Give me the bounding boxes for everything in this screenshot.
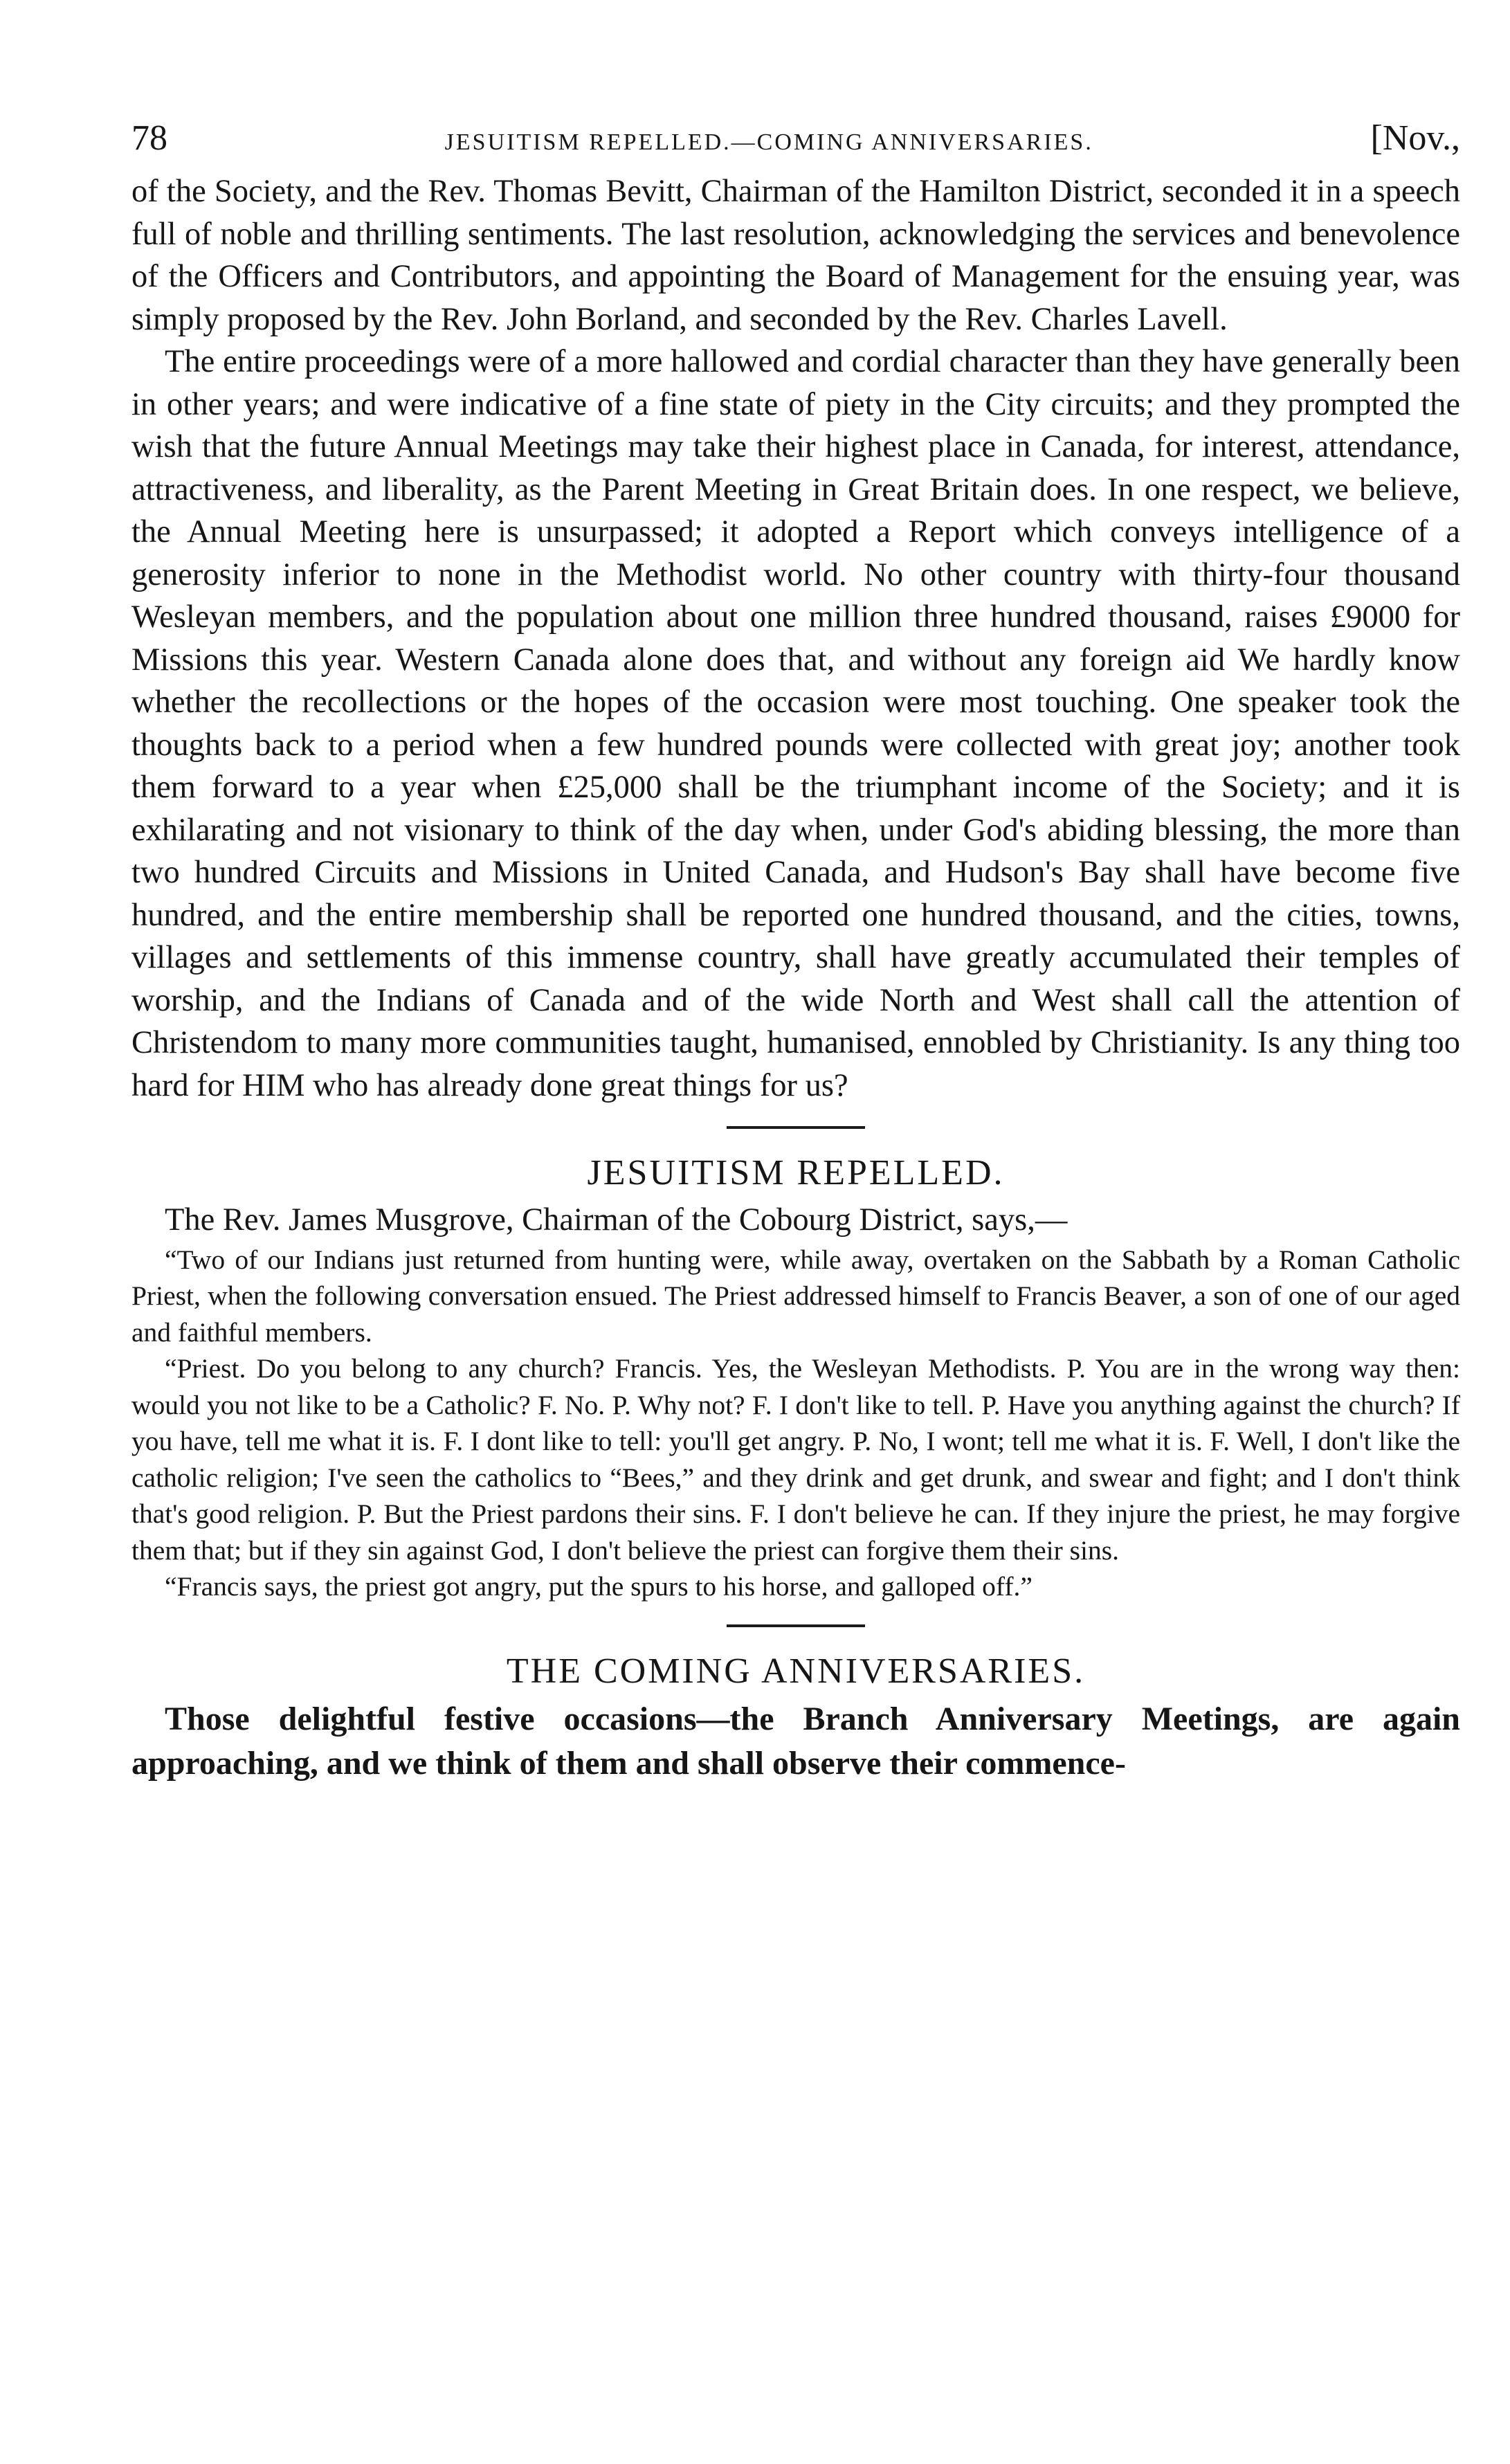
quoted-letter — [131, 1242, 1460, 1605]
section-divider — [727, 1126, 865, 1129]
page — [131, 118, 1460, 1786]
section-intro-block — [131, 1199, 1460, 1242]
paragraph-proceedings: The entire proceedings were of a more hallowed and cordial character than they have generally been in other years; and were indicative of a fine state of piety in the City circuits; and they prompted the wish that the future Annual Meetings may take their highest place in Canada, for interest, attendance, attractiveness, and liberality, as the Parent Meeting in Great Britain does. In one respect, we believe, the Annual Meeting here is unsurpassed; it adopted a Report which conveys intelligence of a generosity inferior to none in the Methodist world. No other country with thirty-four thousand Wesleyan members, and the population about one million three hundred thousand, raises £9000 for Missions this year. Western Canada alone does that, and without any foreign aid We hardly know whether the recollections or the hopes of the occasion were most touching. One speaker took the thoughts back to a period when a few hundred pounds were collected with great joy; another took them forward to a year when £25,000 shall be the triumphant income of the Society; and it is exhilarating and not visionary to think of the day when, under God's abiding blessing, the more than two hundred Circuits and Missions in United Canada, and Hudson's Bay shall have become five hundred, and the entire membership shall be reported one hundred thousand, and the cities, towns, villages and settlements of this immense country, shall have greatly accumulated their temples of worship, and the Indians of Canada and of the wide North and West shall call the attention of Christendom to many more communities taught, humanised, ennobled by Christianity. Is any thing too hard for HIM who has already done great things for us? — [131, 344, 1460, 1103]
anniversaries-paragraph: Those delightful festive occasions—the Branch Anniversary Meetings, are again approaching, and we think of them and shall observe their commence- — [131, 1700, 1460, 1782]
anniversaries-text-block — [131, 1697, 1460, 1786]
page-number: 78 — [131, 118, 167, 158]
continued-article — [131, 170, 1460, 1107]
running-title: JESUITISM REPELLED.—COMING ANNIVERSARIES. — [444, 129, 1093, 155]
section-title-anniversaries: THE COMING ANNIVERSARIES. — [506, 1651, 1086, 1691]
section-title-jesuitism: JESUITISM REPELLED. — [587, 1153, 1005, 1193]
section-intro: The Rev. James Musgrove, Chairman of the Cobourg District, says,— — [165, 1202, 1068, 1238]
quote-paragraph: “Two of our Indians just returned from hunting were, while away, overtaken on the Sabbath by a Roman Catholic Priest, when the following conversation ensued. The Priest addressed himself to Francis Beaver, a son of one of our aged and faithful members. — [131, 1244, 1460, 1348]
dialogue-paragraph: “Priest. Do you belong to any church? Francis. Yes, the Wesleyan Methodists. P. You are in the wrong way then: would you not like to be a Catholic? F. No. P. Why not? F. I don't like to tell. P. Have you anything against the church? If you have, tell me what it is. F. I dont like to tell: you'll get angry. P. No, I wont; tell me what it is. F. Well, I don't like the catholic religion; I've seen the catholics to “Bees,” and they drink and get drunk, and swear and fight; and I don't think that's good religion. P. But the Priest pardons their sins. F. I don't believe he can. If they injure the priest, he may forgive them that; but if they sin against God, I don't believe the priest can forgive them their sins. — [131, 1353, 1460, 1566]
paragraph-continued: of the Society, and the Rev. Thomas Bevitt, Chairman of the Hamilton District, seconded it in a speech full of noble and thrilling sentiments. The last resolution, acknowledging the services and benevolence of the Officers and Contributors, and appointing the Board of Management for the ensuing year, was simply proposed by the Rev. John Borland, and seconded by the Rev. Charles Lavell. — [131, 174, 1460, 337]
section-divider-2 — [727, 1624, 865, 1627]
running-month: [Nov., — [1370, 118, 1460, 158]
closing-paragraph: “Francis says, the priest got angry, put the spurs to his horse, and galloped off.” — [165, 1571, 1033, 1602]
running-head — [131, 118, 1460, 170]
